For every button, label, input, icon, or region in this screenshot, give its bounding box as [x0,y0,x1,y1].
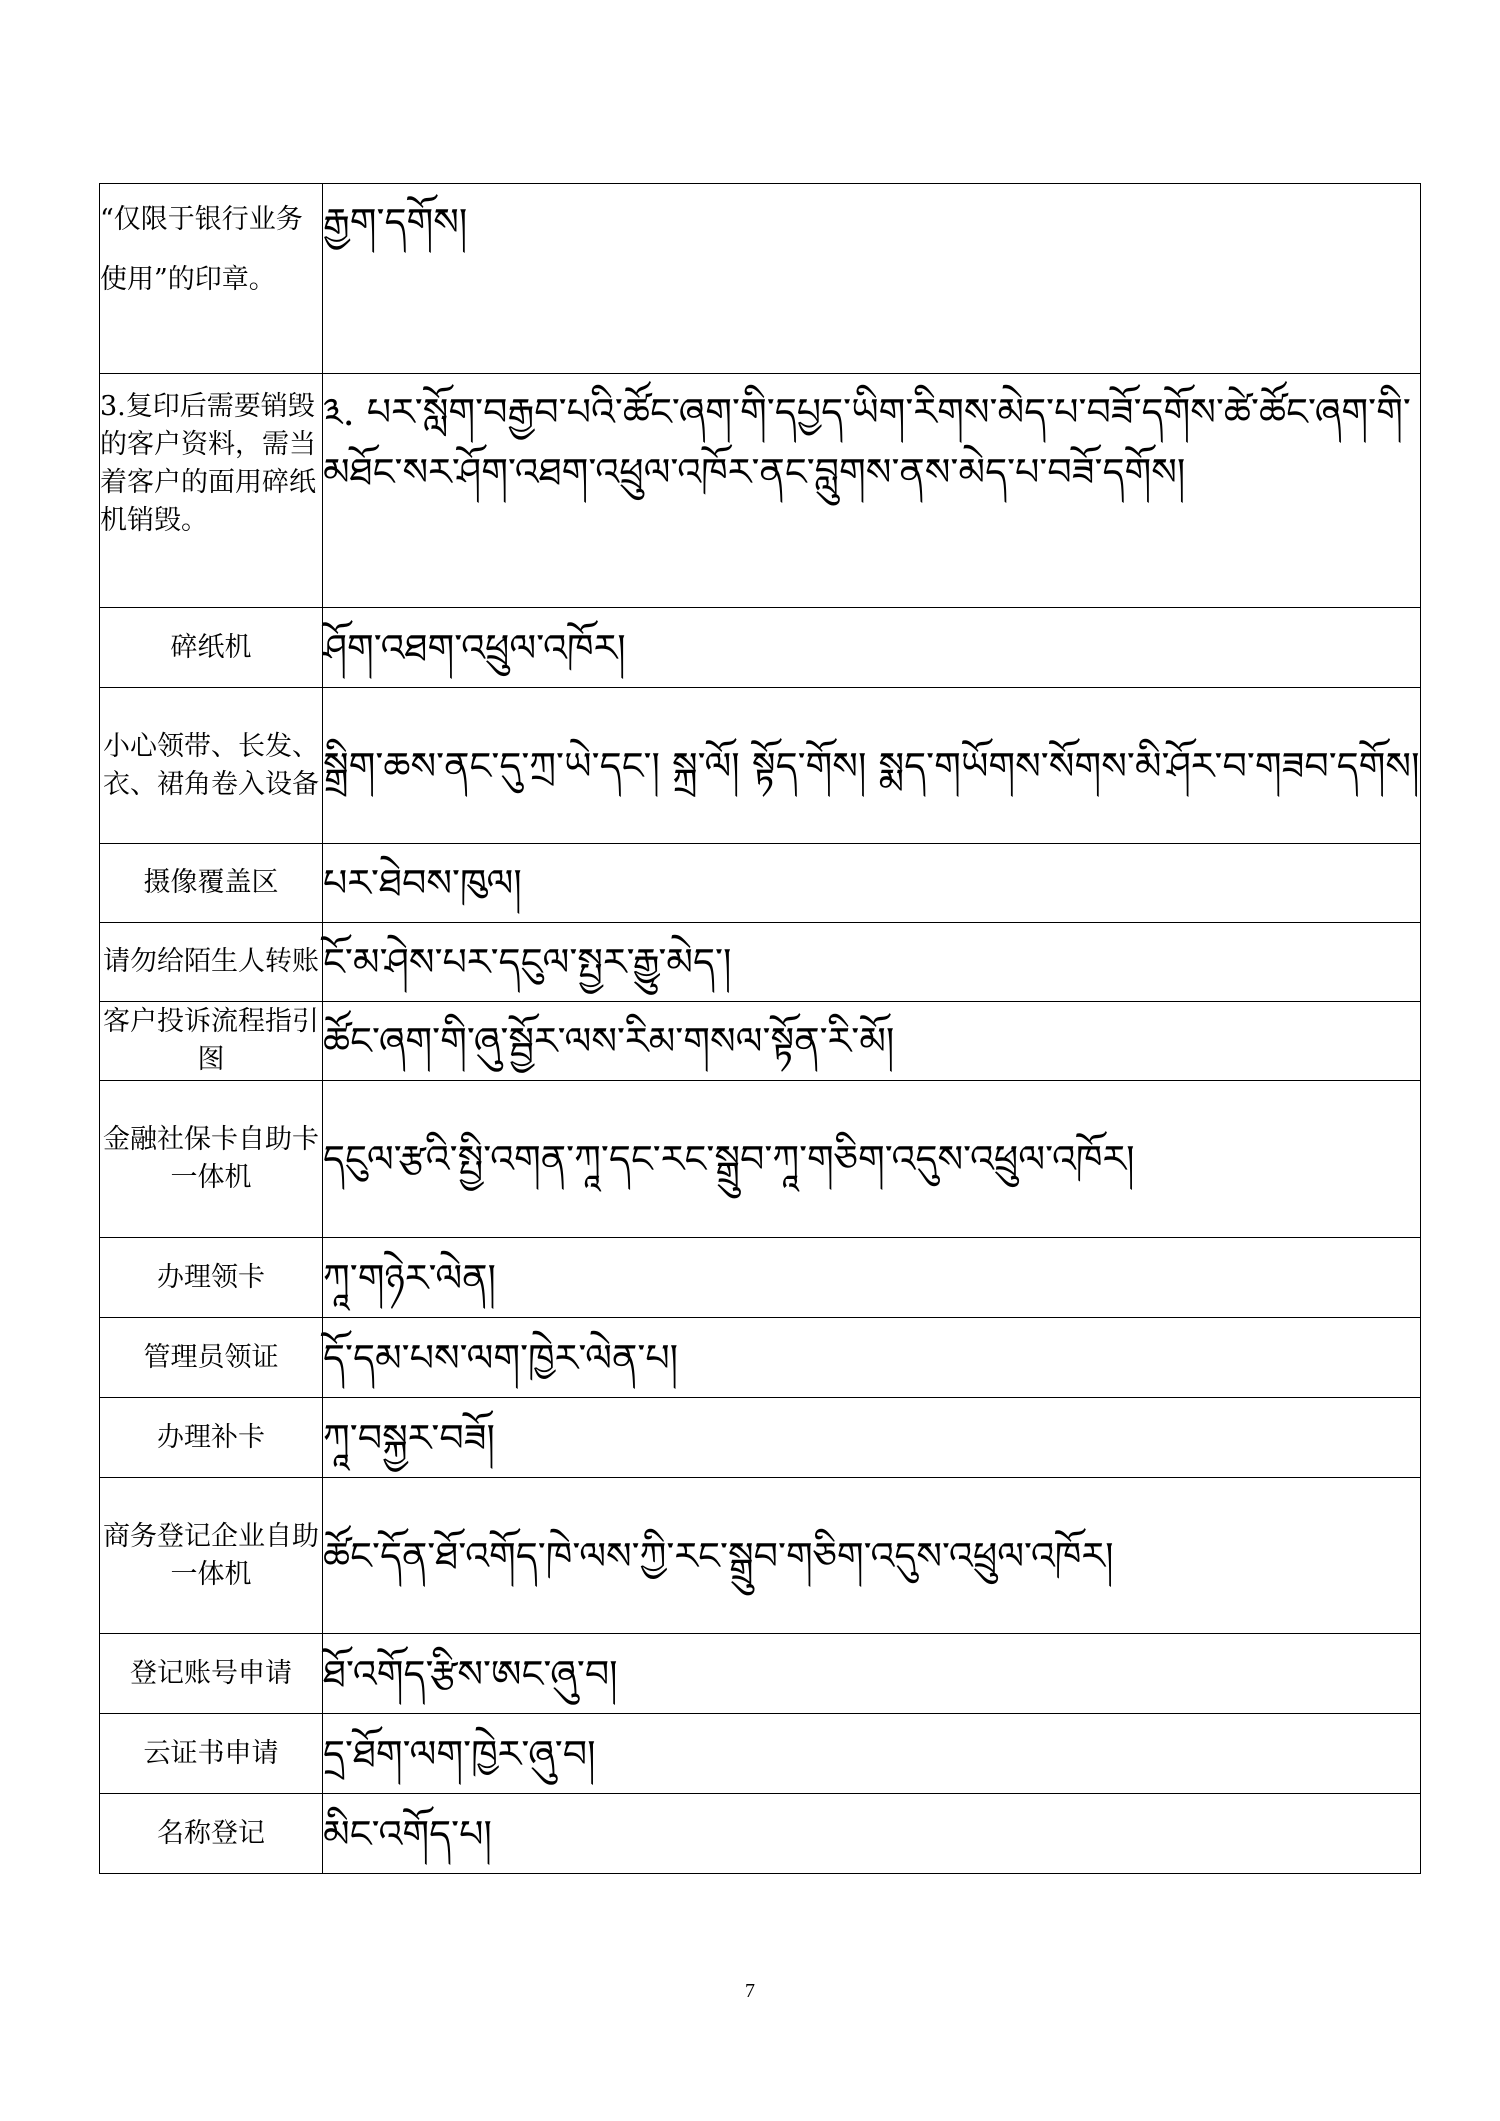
tibetan-term: ཚོང་དོན་ཐོ་འགོད་ཁེ་ལས་ཀྱི་རང་སྒྲུབ་གཅིག་འདུས་འཕྲུལ་འཁོར། [323,1478,1421,1634]
chinese-term: 办理补卡 [100,1398,323,1478]
table-row [100,688,1421,844]
table-row [100,1634,1421,1714]
chinese-term: 碎纸机 [100,608,323,688]
chinese-term: 3.复印后需要销毁的客户资料，需当着客户的面用碎纸机销毁。 [100,374,323,608]
tibetan-term: དྲ་ཐོག་ལག་ཁྱེར་ཞུ་བ། [323,1714,1421,1794]
tibetan-term: སྒྲིག་ཆས་ནང་དུ་ཀྲ་ཡེ་དང་། སྐྲ་ལོ། སྟོད་གོས། སྨད་གཡོགས་སོགས་མི་ཤོར་བ་གཟབ་དགོས། [323,688,1421,844]
chinese-term: 摄像覆盖区 [100,844,323,923]
chinese-term: 小心领带、长发、衣、裙角卷入设备 [100,688,323,844]
tibetan-term: ཤོག་འཐག་འཕྲུལ་འཁོར། [323,608,1421,688]
table-row [100,1081,1421,1238]
page-number: 7 [745,1980,755,2002]
chinese-term: 客户投诉流程指引图 [100,1002,323,1081]
tibetan-term: ཐོ་འགོད་རྩིས་ཨང་ཞུ་བ། [323,1634,1421,1714]
chinese-term: 商务登记企业自助一体机 [100,1478,323,1634]
table-row [100,1478,1421,1634]
tibetan-term: ཚོང་ཞག་གི་ཞུ་སྦྱོར་ལས་རིམ་གསལ་སྟོན་རི་མོ། [323,1002,1421,1081]
table-row [100,374,1421,608]
table-row [100,1398,1421,1478]
tibetan-term: དངུལ་རྩའི་སྤྱི་འགན་ཀཱ་དང་རང་སྒྲུབ་ཀཱ་གཅིག་འདུས་འཕྲུལ་འཁོར། [323,1081,1421,1238]
chinese-term: 云证书申请 [100,1714,323,1794]
chinese-term: 办理领卡 [100,1238,323,1318]
table-row [100,1714,1421,1794]
table-row [100,184,1421,374]
tibetan-term: ༣. པར་སློག་བརྒྱབ་པའི་ཚོང་ཞག་གི་དཔྱད་ཡིག་རིགས་མེད་པ་བཟོ་དགོས་ཚེ་ཚོང་ཞག་གི་མཐོང་སར་ཤོག་འཐག་འཕྲུལ་འཁོར་ནང་བླུགས་ནས་མེད་པ་བཟོ་དགོས། [323,374,1421,608]
tibetan-term: དོ་དམ་པས་ལག་ཁྱེར་ལེན་པ། [323,1318,1421,1398]
chinese-term: 登记账号申请 [100,1634,323,1714]
table-row [100,1794,1421,1874]
chinese-term: 名称登记 [100,1794,323,1874]
table-row [100,923,1421,1002]
chinese-term: 金融社保卡自助卡一体机 [100,1081,323,1238]
table-row [100,1238,1421,1318]
tibetan-term: པར་ཐེབས་ཁུལ། [323,844,1421,923]
tibetan-term: རྒྱག་དགོས། [323,184,1421,374]
table-row [100,1318,1421,1398]
chinese-term: “仅限于银行业务使用”的印章。 [100,184,323,374]
glossary-table [99,183,1421,1874]
chinese-term: 管理员领证 [100,1318,323,1398]
table-row [100,608,1421,688]
tibetan-term: ངོ་མ་ཤེས་པར་དངུལ་སྤྱར་རྒྱུ་མེད་། [323,923,1421,1002]
tibetan-term: མིང་འགོད་པ། [323,1794,1421,1874]
table-row [100,1002,1421,1081]
tibetan-term: ཀཱ་བསྐྱར་བཟོ། [323,1398,1421,1478]
chinese-term: 请勿给陌生人转账 [100,923,323,1002]
table-row [100,844,1421,923]
tibetan-term: ཀཱ་གཉེར་ལེན། [323,1238,1421,1318]
